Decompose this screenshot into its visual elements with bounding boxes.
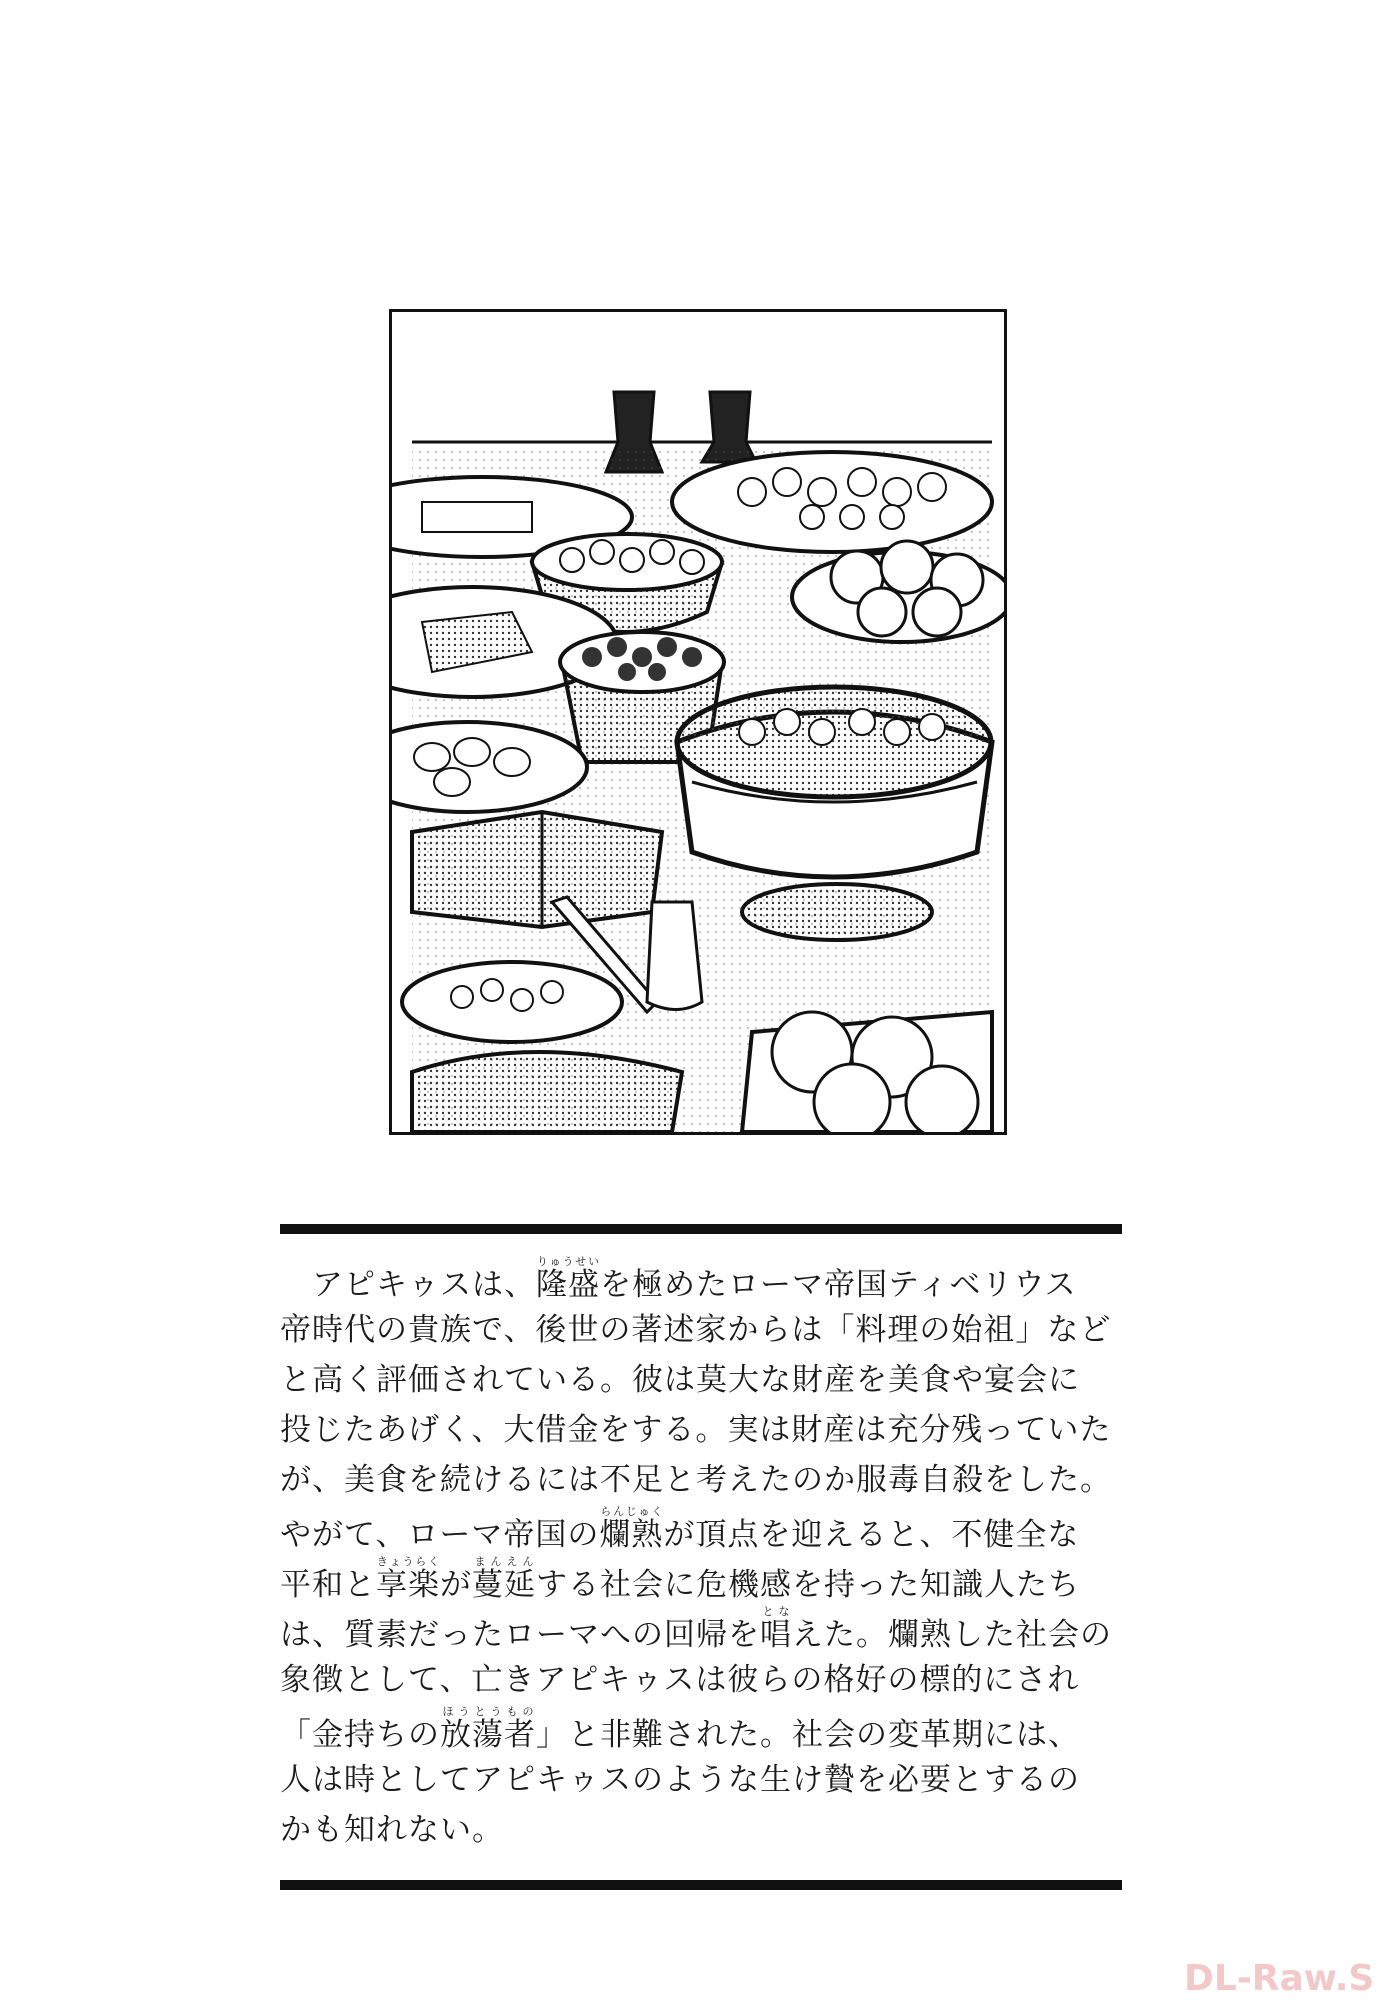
text-line: 象徴として、亡きアピキゥスは彼らの格好の標的にされ (280, 1662, 1080, 1698)
ruby-reading: らんじゅく (599, 1505, 664, 1518)
text-segment: アピキゥスは、 (280, 1267, 536, 1303)
text-line (280, 1705, 1140, 1755)
text-line (280, 1505, 1140, 1555)
text-line (280, 1605, 1140, 1655)
ruby-word (599, 1505, 664, 1553)
ruby-reading: とな (760, 1605, 792, 1618)
banquet-illustration (389, 309, 1007, 1135)
text-line: と高く評価されている。彼は莫大な財産を美食や宴会に (280, 1362, 1080, 1398)
ruby-word (376, 1555, 440, 1603)
text-segment: が頂点を迎えると、不健全な (663, 1517, 1080, 1553)
text-segment: を極めたローマ帝国ティベリウス (600, 1267, 1077, 1303)
text-line (280, 1255, 1140, 1305)
ruby-base: 隆盛 (536, 1267, 600, 1303)
bottom-rule (280, 1880, 1122, 1890)
text-segment: する社会に危機感を持った知識人たち (536, 1567, 1080, 1603)
text-segment: 」と非難された。社会の変革期には、 (536, 1717, 1080, 1753)
text-segment: 平和と (280, 1567, 376, 1603)
ruby-word (472, 1555, 536, 1603)
text-line: 人は時としてアピキゥスのような生け贄を必要とするの (280, 1762, 1080, 1798)
body-text (280, 1255, 1140, 1855)
text-line: が、美食を続けるには不足と考えたのか服毒自殺をした。 (280, 1462, 1112, 1498)
ruby-base: 爛熟 (599, 1517, 664, 1553)
text-line: 投じたあげく、大借金をする。実は財産は充分残っていた (280, 1412, 1112, 1448)
ruby-reading: まんえん (472, 1555, 536, 1568)
text-segment: は、質素だったローマへの回帰を (280, 1617, 760, 1653)
ruby-reading: りゅうせい (536, 1255, 600, 1268)
text-segment: やがて、ローマ帝国の (280, 1517, 600, 1553)
watermark: DL-Raw.S (1184, 1958, 1375, 1999)
text-segment: 「金持ちの (280, 1717, 440, 1753)
text-segment: が (440, 1567, 472, 1603)
text-line (280, 1555, 1140, 1605)
ruby-base: 享楽 (376, 1567, 440, 1603)
ruby-reading: きょうらく (376, 1555, 440, 1568)
ruby-reading: ほうとうもの (440, 1705, 536, 1718)
text-line: 帝時代の貴族で、後世の著述家からは「料理の始祖」など (280, 1312, 1112, 1348)
ruby-word (760, 1605, 792, 1653)
ruby-base: 唱 (760, 1617, 792, 1653)
banquet-food-icon (392, 312, 1004, 1132)
ruby-base: 放蕩者 (440, 1717, 536, 1753)
top-rule (280, 1224, 1122, 1234)
ruby-word (536, 1255, 600, 1303)
ruby-word (440, 1705, 536, 1753)
text-segment: えた。爛熟した社会の (792, 1617, 1112, 1653)
text-line: かも知れない。 (280, 1812, 504, 1848)
ruby-base: 蔓延 (472, 1567, 536, 1603)
